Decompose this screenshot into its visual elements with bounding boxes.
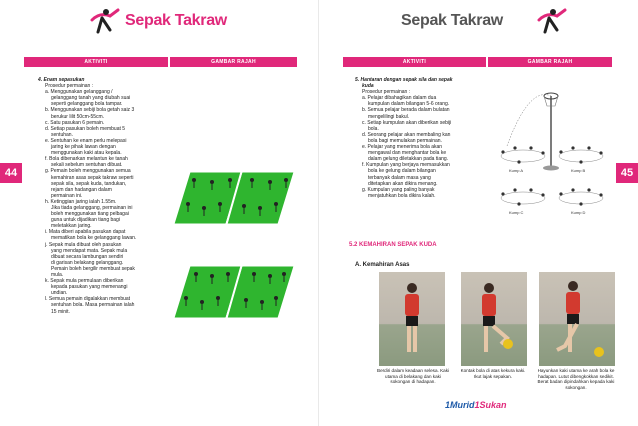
text-line: e. Pelajar yang menerima bola akan bbox=[362, 144, 443, 151]
text-line: b. Menggunakan sebiji bola getah saiz 3 bbox=[45, 107, 135, 114]
text-line: k. Sepak mula permulaan diberikan bbox=[45, 278, 124, 285]
text-line: kumpulan dalam bilangan 5-6 orang. bbox=[368, 101, 450, 108]
group-circle-diagram bbox=[489, 76, 613, 226]
text-line: guna untuk dijadikan tiang bagi bbox=[51, 217, 120, 224]
text-line: dibuat secara lambungan sendiri bbox=[51, 253, 124, 260]
photo-swing bbox=[539, 272, 615, 366]
text-line: g. Kumpulan yang paling banyak bbox=[362, 186, 435, 193]
subheading: A. Kemahiran Asas bbox=[355, 262, 410, 268]
text-line: d. Setiap pasukan boleh membuat 5 bbox=[45, 125, 126, 132]
text-line: menggunakan kaki atau kepala. bbox=[51, 150, 122, 157]
player-logo-icon bbox=[535, 6, 571, 36]
activity-title-cont: kuda bbox=[362, 83, 374, 90]
group-label: Kump A bbox=[509, 168, 524, 173]
page-title: Sepak Takraw bbox=[125, 12, 227, 29]
text-line: ditetapkan akan dikira menang. bbox=[368, 180, 438, 187]
text-line: permainan ini. bbox=[51, 192, 83, 199]
text-line: f. Bola dibenarkan melantun ke tanah bbox=[45, 156, 128, 163]
text-line: seperti gelanggang bola tampar. bbox=[51, 101, 123, 108]
column-header-gambar-rajah: GAMBAR RAJAH bbox=[488, 57, 612, 67]
text-line: berukur lilit 50cm-55cm. bbox=[51, 113, 105, 120]
group-label: Kump D bbox=[571, 210, 586, 215]
text-line: terbanyak dalam masa yang bbox=[368, 174, 431, 181]
text-line: undian. bbox=[51, 290, 68, 297]
text-line: sentuhan bola. Masa permainan ialah bbox=[51, 302, 135, 309]
text-line: g. Pemain boleh menggunakan semua bbox=[45, 168, 131, 175]
column-header-aktiviti: AKTIVITI bbox=[24, 57, 168, 67]
page-number: 45 bbox=[616, 163, 638, 183]
text-line: Jika tiada gelanggang, permainan ini bbox=[51, 204, 133, 211]
text-line: bola bagi memulakan permainan. bbox=[368, 137, 442, 144]
text-line: sentuhan. bbox=[51, 131, 73, 138]
player-logo-icon bbox=[88, 6, 124, 36]
text-line: mengelilingi bakul. bbox=[368, 113, 410, 120]
footer-logo: 1Murid1Sukan bbox=[445, 400, 507, 410]
caption-stance: Berdiri dalam keadaan selesa. Kaki utama di belakang dan kaki sokongan di hadapan. bbox=[377, 368, 450, 385]
text-line: f. Kumpulan yang berjaya memasukkan bbox=[362, 162, 450, 169]
page-title: Sepak Takraw bbox=[401, 12, 503, 29]
text-line: menjatuhkan bola dikira kalah. bbox=[368, 192, 436, 199]
column-header-gambar-rajah: GAMBAR RAJAH bbox=[170, 57, 297, 67]
text-line: yang mendapat mata. Sepak mula bbox=[51, 247, 128, 254]
text-line: Prosedur permainan : bbox=[362, 89, 411, 96]
activity-text bbox=[355, 77, 483, 199]
photo-stance bbox=[379, 272, 445, 366]
text-line: sekali sebelum sentuhan dibuat. bbox=[51, 162, 123, 169]
text-line: mula. bbox=[51, 272, 64, 278]
text-line: d. Seorang pelajar akan membaling kan bbox=[362, 131, 451, 138]
page-number: 44 bbox=[0, 163, 22, 183]
text-line: a. Menggunakan gelanggang / bbox=[45, 89, 113, 96]
text-line: a. Pelajar dibahagikan dalam dua bbox=[362, 95, 437, 102]
text-line: boleh menggunakan tiang pelbagai bbox=[51, 211, 129, 218]
text-line: bola. bbox=[368, 125, 379, 132]
text-line: Pemain boleh bergilir membuat sepak bbox=[51, 265, 135, 272]
text-line: rejam dan hadangan dalam bbox=[51, 186, 112, 193]
text-line: kepada pasukan yang memenangi bbox=[51, 284, 128, 291]
text-line: Prosedur permainan : bbox=[45, 83, 94, 90]
group-label: Kump C bbox=[509, 210, 524, 215]
text-line: l. Semua pemain digalakkan membuat bbox=[45, 296, 131, 303]
text-line: c. Satu pasukan 6 pemain. bbox=[45, 119, 105, 126]
activity-title: 5. Hantaran dengan sepak sila dan sepak bbox=[355, 77, 453, 83]
text-line: gelanggang tanah yang diubah suai bbox=[51, 95, 131, 102]
text-line: c. Setiap kumpulan akan diberikan sebiji bbox=[362, 119, 452, 126]
player-swing-icon bbox=[539, 272, 615, 366]
column-header-aktiviti: AKTIVITI bbox=[343, 57, 486, 67]
player-stance-icon bbox=[379, 272, 445, 366]
player-contact-icon bbox=[461, 272, 527, 366]
text-line: mengawal dan menghantar bola ke bbox=[368, 150, 447, 157]
text-line: b. Semua pelajar berada dalam bulatan bbox=[362, 107, 450, 114]
text-line: e. Sentuhan ke enam perlu melepasi bbox=[45, 137, 127, 144]
text-line: sepak sila, sepak kuda, tandukan, bbox=[51, 180, 127, 187]
text-line: kemahiran asas sepak takraw seperti bbox=[51, 174, 134, 181]
text-line: meletakkan jaring. bbox=[51, 223, 92, 230]
photo-contact bbox=[461, 272, 527, 366]
caption-contact: Kontak bola di atas kekura kaki. Ikut lajak sepakan. bbox=[460, 368, 526, 379]
activity-text bbox=[38, 77, 166, 315]
activity-title: 4. Enam sepasukan bbox=[38, 77, 85, 83]
right-page bbox=[319, 0, 638, 426]
group-label: Kump B bbox=[571, 168, 586, 173]
text-line: dalam gelung diletakkan pada tiang. bbox=[368, 156, 449, 163]
caption-swing: Hayunkan kaki utama ke arah bola ke hadapan. Lutut dibengkokkan sedikit. Berat badan dipindahkan kepada kaki sokongan. bbox=[537, 368, 615, 390]
text-line: h. Ketinggian jaring ialah 1.55m. bbox=[45, 198, 117, 205]
text-line: i. Mata diberi apabila pasukan dapat bbox=[45, 229, 126, 236]
section-heading: 5.2 KEMAHIRAN SEPAK KUDA bbox=[349, 242, 437, 248]
text-line: bola ke gelung dalam bilangan bbox=[368, 168, 436, 175]
court-diagram-1 bbox=[172, 170, 308, 226]
text-line: jaring ke pihak lawan dengan bbox=[51, 144, 116, 151]
text-line: 15 minit. bbox=[51, 308, 70, 315]
text-line: j. Sepak mula dibuat oleh pasukan bbox=[45, 241, 122, 248]
text-line: di garisan belakang gelanggang. bbox=[51, 259, 124, 266]
text-line: mematikan bola ke gelanggang lawan. bbox=[51, 235, 137, 242]
court-diagram-2 bbox=[172, 264, 308, 320]
